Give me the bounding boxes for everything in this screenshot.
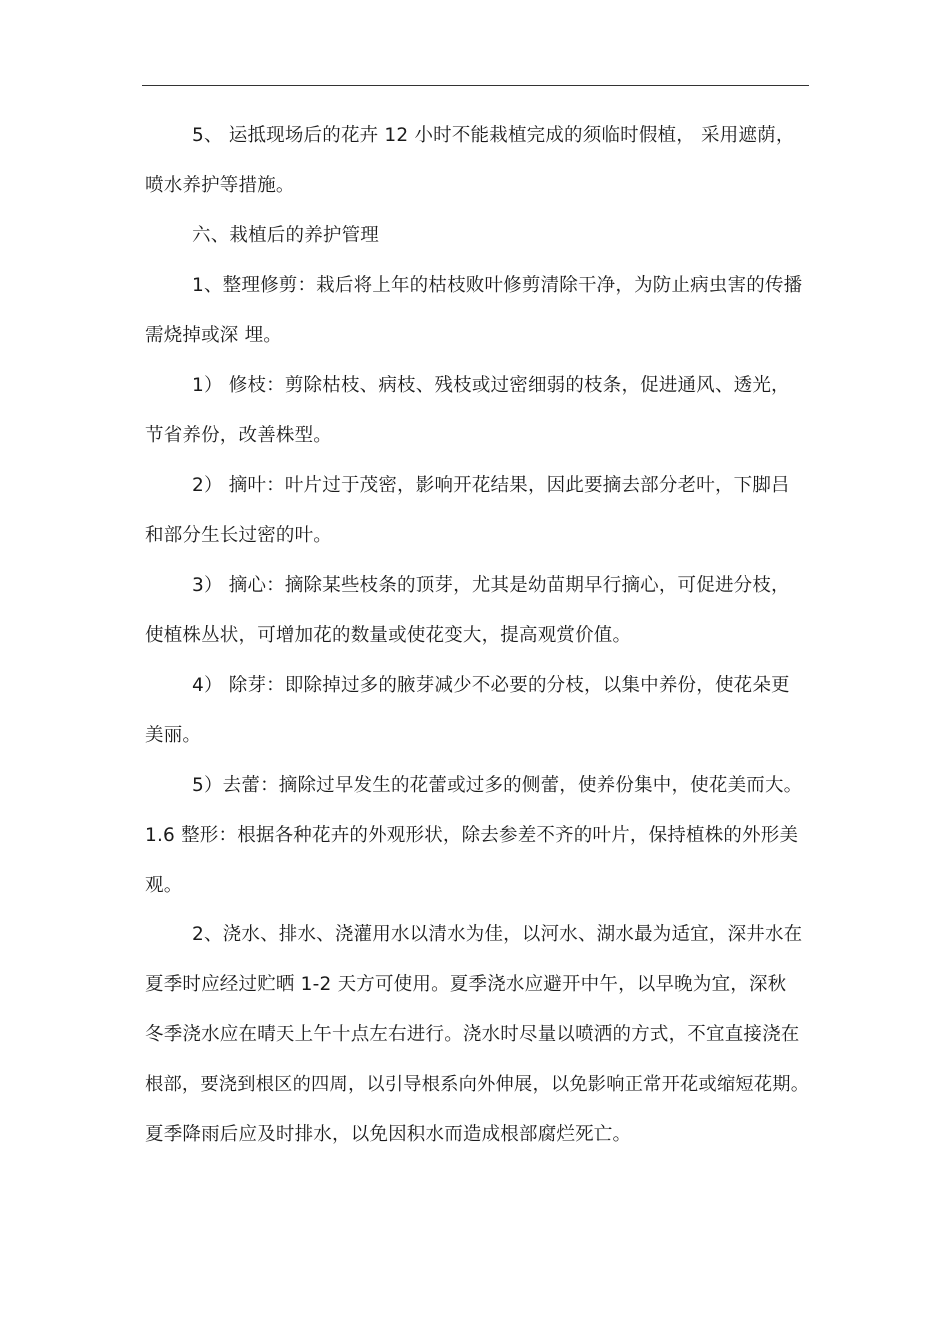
text-line: 根部，要浇到根区的四周，以引导根系向外伸展，以免影响正常开花或缩短花期。 <box>145 1074 810 1095</box>
text-line: 1） 修枝：剪除枯枝、病枝、残枝或过密细弱的枝条，促进通风、透光， <box>192 375 790 396</box>
text-line: 喷水养护等措施。 <box>145 175 295 196</box>
header-rule <box>142 85 809 86</box>
text-line: 节省养份，改善株型。 <box>145 425 333 446</box>
text-line: 美丽。 <box>145 725 202 746</box>
text-line: 3） 摘心：摘除某些枝条的顶芽，尤其是幼苗期早行摘心，可促进分枝， <box>192 575 790 596</box>
text-line: 使植株丛状，可增加花的数量或使花变大，提高观赏价值。 <box>145 625 632 646</box>
text-line: 1、整理修剪：栽后将上年的枯枝败叶修剪清除干净，为防止病虫害的传播 <box>192 275 803 296</box>
text-line: 1.6 整形：根据各种花卉的外观形状，除去参差不齐的叶片，保持植株的外形美 <box>145 825 799 846</box>
text-line: 和部分生长过密的叶。 <box>145 525 333 546</box>
text-line: 5）去蕾：摘除过早发生的花蕾或过多的侧蕾，使养份集中，使花美而大。 <box>192 775 803 796</box>
text-line: 观。 <box>145 875 183 896</box>
text-line: 2） 摘叶：叶片过于茂密，影响开花结果，因此要摘去部分老叶，下脚吕 <box>192 475 790 496</box>
text-line: 冬季浇水应在晴天上午十点左右进行。浇水时尽量以喷洒的方式，不宜直接浇在 <box>145 1024 800 1045</box>
text-line: 需烧掉或深 埋。 <box>145 325 282 346</box>
section-heading: 六、栽植后的养护管理 <box>192 225 380 246</box>
text-line: 2、浇水、排水、浇灌用水以清水为佳，以河水、湖水最为适宜，深井水在 <box>192 924 803 945</box>
text-line: 5、 运抵现场后的花卉 12 小时不能栽植完成的须临时假植， 采用遮荫， <box>192 125 795 146</box>
text-line: 夏季时应经过贮晒 1-2 天方可使用。夏季浇水应避开中午，以早晚为宜，深秋 <box>145 974 787 995</box>
text-line: 夏季降雨后应及时排水，以免因积水而造成根部腐烂死亡。 <box>145 1124 632 1145</box>
text-line: 4） 除芽：即除掉过多的腋芽减少不必要的分枝，以集中养份，使花朵更 <box>192 675 790 696</box>
